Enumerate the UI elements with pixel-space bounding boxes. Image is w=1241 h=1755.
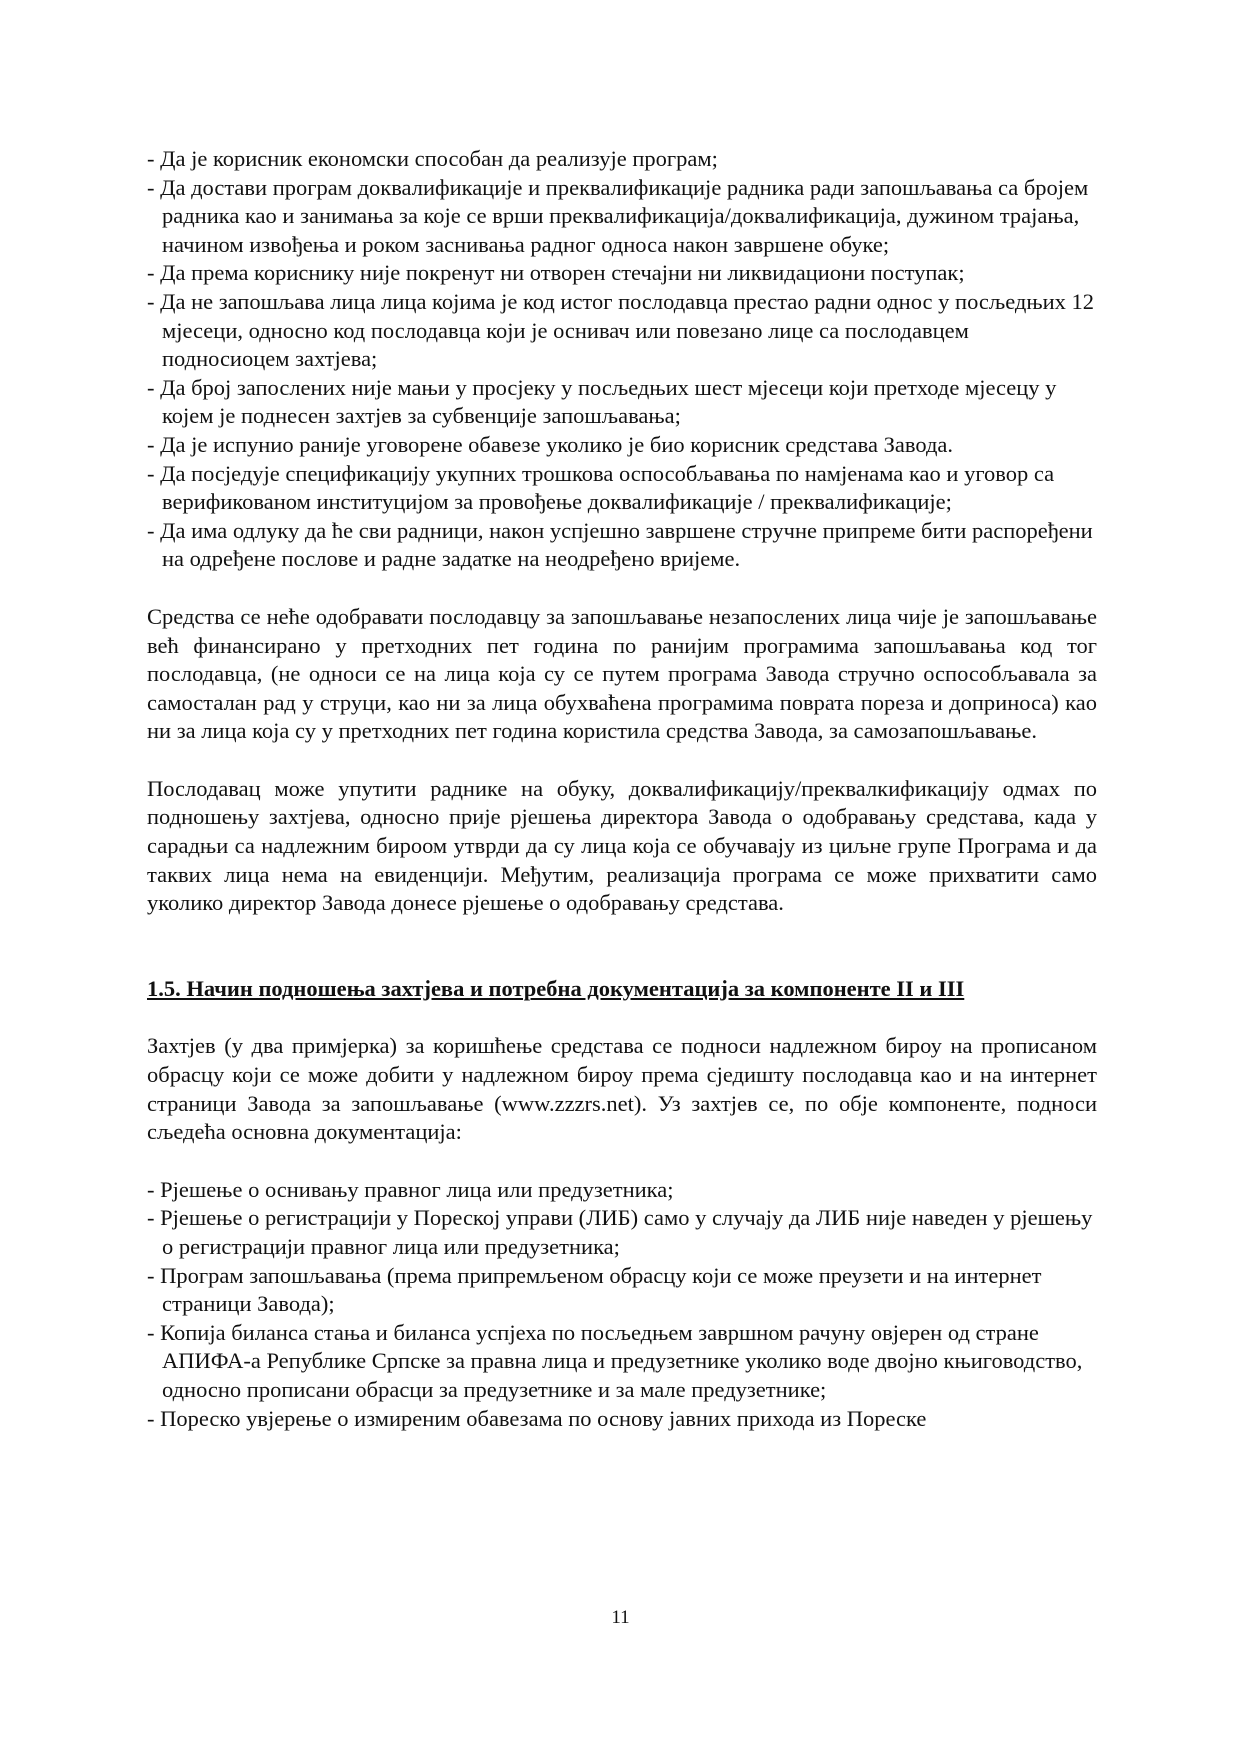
list-item: - Да има одлуку да ће сви радници, након успјешно завршене стручне припреме бити распоређени на одређене послове и радне задатке на неодређено вријеме. <box>147 517 1093 572</box>
list-item: - Рјешење о регистрацији у Пореској управи (ЛИБ) само у случају да ЛИБ није наведен у рјешењу о регистрацији правног лица или предузетника; <box>147 1205 1093 1259</box>
document-page <box>147 145 1097 1433</box>
list-item: - Да не запошљава лица лица којима је код истог послодавца престао радни однос у посљедњих 12 мјесеци, односно код послодавца који је оснивач или повезано лице са послодавцем подносиоцем захтјева; <box>147 288 1095 372</box>
list-item: - Да је испунио раније уговорене обавезе уколико је био корисник средстава Завода. <box>147 431 954 457</box>
section-heading: 1.5. Начин подношења захтјева и потребна документација за компоненте II и III <box>147 975 965 1001</box>
list-item: - Да број запослених није мањи у просјеку у посљедњих шест мјесеци који претходе мјесецу у којем је поднесен захтјев за субвенције запошљавања; <box>147 374 1057 429</box>
list-item: - Пореско увјерење о измиреним обавезама по основу јавних прихода из Пореске <box>147 1405 927 1431</box>
list-item: - Да према кориснику није покренут ни отворен стечајни ни ликвидациони поступак; <box>147 260 965 286</box>
list-item: - Копија биланса стања и биланса успјеха по посљедњем завршном рачуну овјерен од стране АПИФА-а Републике Српске за правна лица и предузетнике уколико воде двојно књиговодство, односно прописани обрасци за предузетнике и за мале предузетнике; <box>147 1319 1083 1402</box>
paragraph-application-submission: Захтјев (у два примјерка) за коришћење средстава се подноси надлежном бироу на прописаном обрасцу који се може добити у надлежном бироу према сједишту послодавца као и на интернет страници Завода за запошљавање (www.zzzrs.net). Уз захтјев се, по обје компоненте, подноси сљедећа основна документација: <box>147 1033 1097 1145</box>
documentation-list <box>147 1176 1097 1433</box>
list-item: - Да достави програм доквалификације и преквалификације радника ради запошљавања са бројем радника као и занимања за које се врши преквалификација/доквалификација, дужином трајања, начином извођења и роком заснивања радног односа након завршене обуке; <box>147 174 1089 257</box>
page-number: 11 <box>611 1607 630 1628</box>
list-item: - Да је корисник економски способан да реализује програм; <box>147 146 718 171</box>
requirements-list <box>147 145 1097 574</box>
list-item: - Рјешење о оснивању правног лица или предузетника; <box>147 1176 674 1202</box>
paragraph-training-referral: Послодавац може упутити раднике на обуку, доквалификацију/преквалкификацију одмах по подношењу захтјева, односно прије рјешења директора Завода о одобравању средстава, када у сарадњи са надлежним бироом утврди да су лица која се обучавају из циљне групе Програма и да таквих лица нема на евиденцији. Међутим, реализација програма се може прихватити само уколико директор Завода донесе рјешење о одобравању средстава. <box>147 775 1097 916</box>
list-item: - Програм запошљавања (према припремљеном обрасцу који се може преузети и на интернет страници Завода); <box>147 1262 1042 1317</box>
list-item: - Да посједује спецификацију укупних трошкова оспособљавања по намјенама као и уговор са верификованом институцијом за провођење доквалификације / преквалификације; <box>147 460 1055 515</box>
paragraph-funding-restriction: Средства се неће одобравати послодавцу за запошљавање незапослених лица чије је запошљавање већ финансирано у претходних пет година по ранијим програмима запошљавања код тог послодавца, (не односи се на лица која су се путем програма Завода стручно оспособљавала за самосталан рад у струци, као ни за лица обухваћена програмима поврата пореза и доприноса) као ни за лица која су у претходних пет година користила средства Завода, за самозапошљавање. <box>147 603 1097 744</box>
